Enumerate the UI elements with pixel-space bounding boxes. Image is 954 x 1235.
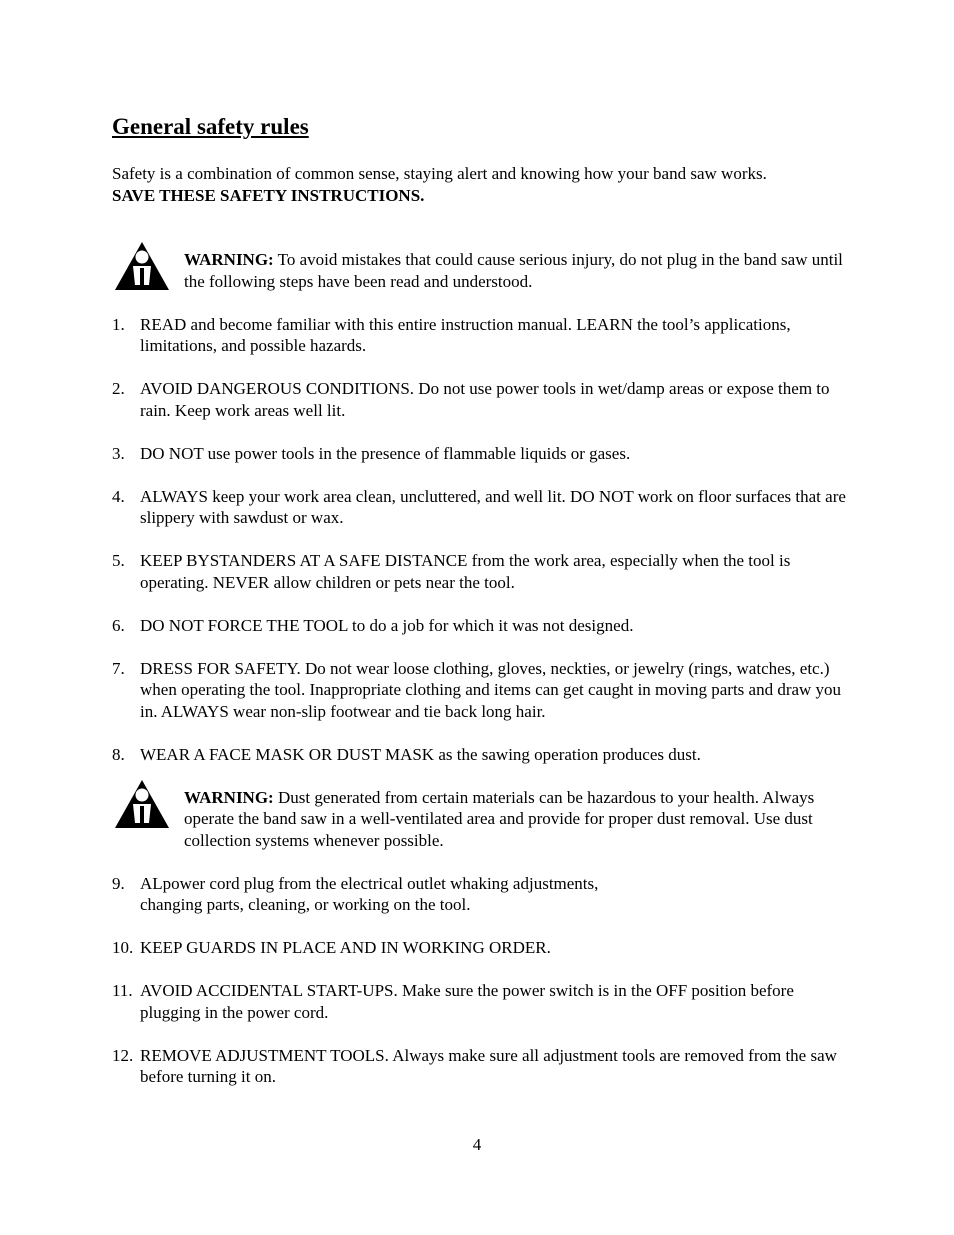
- item-text: DO NOT FORCE THE TOOL to do a job for which it was not designed.: [140, 615, 634, 635]
- page-number: 4: [472, 1135, 482, 1154]
- intro-paragraph: [112, 163, 847, 206]
- item-text-line-1: ALpower cord plug from the electrical outlet whaking adjustments,: [140, 873, 599, 893]
- warning-label: WARNING:: [184, 787, 274, 807]
- list-item: [112, 744, 847, 766]
- item-number: 4.: [112, 486, 125, 506]
- item-text: KEEP GUARDS IN PLACE AND IN WORKING ORDER.: [140, 938, 551, 957]
- item-text: ALWAYS keep your work area clean, uncluttered, and well lit. DO NOT work on floor surfaces that are slippery with sawdust or wax.: [140, 486, 846, 527]
- warning-text: To avoid mistakes that could cause serious injury, do not plug in the band saw until the following steps have been read and understood.: [184, 250, 843, 291]
- warning-figure-icon: [114, 779, 170, 829]
- safety-rules-list-continued: [112, 873, 847, 1088]
- warning-block-1: [112, 249, 847, 292]
- item-number: 12.: [112, 1045, 134, 1065]
- intro-bold-text: SAVE THESE SAFETY INSTRUCTIONS.: [112, 185, 425, 205]
- item-number: 10.: [112, 938, 134, 957]
- list-item: [112, 314, 847, 357]
- item-number: 3.: [112, 443, 125, 463]
- safety-rules-list: [112, 314, 847, 766]
- item-number: 2.: [112, 379, 125, 398]
- list-item: [112, 1045, 847, 1088]
- list-item: [112, 378, 847, 421]
- item-number: 11.: [112, 981, 133, 1000]
- list-item: [112, 658, 847, 723]
- list-item: [112, 615, 847, 637]
- item-number: 5.: [112, 551, 125, 570]
- warning-label: WARNING:: [184, 250, 274, 269]
- warning-text: Dust generated from certain materials can be hazardous to your health. Always operate the band saw in a well-ventilated area and provide for proper dust removal. Use dust collection systems whenever possible.: [184, 787, 815, 850]
- item-number: 8.: [112, 744, 125, 764]
- item-text: AVOID DANGEROUS CONDITIONS. Do not use power tools in wet/damp areas or expose them to rain. Keep work areas well lit.: [140, 379, 830, 420]
- item-text: AVOID ACCIDENTAL START-UPS. Make sure the power switch is in the OFF position before plugging in the power cord.: [140, 981, 794, 1022]
- item-text: DRESS FOR SAFETY. Do not wear loose clothing, gloves, neckties, or jewelry (rings, watches, etc.) when operating the tool. Inappropriate clothing and items can get caught in moving parts and draw you in. ALWAYS wear non-slip footwear and tie back long hair.: [140, 658, 842, 721]
- warning-figure-icon: [114, 241, 170, 291]
- item-text: REMOVE ADJUSTMENT TOOLS. Always make sure all adjustment tools are removed from the saw before turning it on.: [140, 1045, 837, 1086]
- document-page: [112, 110, 847, 1088]
- item-number: 9.: [112, 873, 125, 893]
- item-text-line-2: changing parts, cleaning, or working on the tool.: [140, 895, 471, 914]
- item-text: WEAR A FACE MASK OR DUST MASK as the sawing operation produces dust.: [140, 744, 701, 764]
- item-text: DO NOT use power tools in the presence of flammable liquids or gases.: [140, 443, 631, 463]
- list-item: [112, 443, 847, 465]
- section-heading: General safety rules: [112, 114, 309, 139]
- item-text: READ and become familiar with this entire instruction manual. LEARN the tool’s applications, limitations, and possible hazards.: [140, 314, 791, 355]
- item-text: KEEP BYSTANDERS AT A SAFE DISTANCE from the work area, especially when the tool is operating. NEVER allow children or pets near the tool.: [140, 551, 791, 592]
- list-item: [112, 873, 847, 916]
- list-item: [112, 550, 847, 593]
- list-item: [112, 486, 847, 529]
- list-item: [112, 937, 847, 959]
- item-number: 1.: [112, 314, 125, 334]
- warning-block-2: [112, 787, 847, 852]
- intro-text: Safety is a combination of common sense, staying alert and knowing how your band saw works.: [112, 164, 767, 183]
- item-number: 7.: [112, 658, 125, 678]
- item-number: 6.: [112, 615, 125, 635]
- list-item: [112, 980, 847, 1023]
